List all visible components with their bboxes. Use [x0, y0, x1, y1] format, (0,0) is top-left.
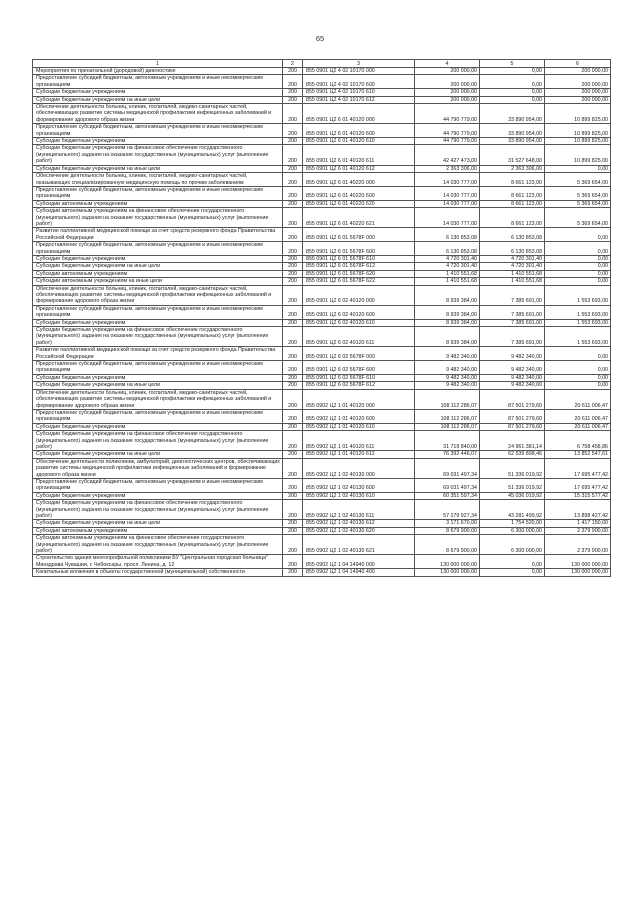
planned-amount-cell: 14 030 777,00: [415, 200, 480, 207]
remaining-amount-cell: 6 758 458,86: [545, 431, 611, 451]
executed-amount-cell: 6 130 853,08: [480, 242, 545, 256]
admin-code-cell: 200: [283, 124, 303, 138]
planned-amount-cell: 42 427 473,00: [415, 145, 480, 165]
header-col-2: 2: [283, 60, 303, 68]
executed-amount-cell: 0,00: [480, 96, 545, 103]
remaining-amount-cell: 0,00: [545, 165, 611, 172]
admin-code-cell: 200: [283, 200, 303, 207]
table-row: [33, 270, 611, 277]
budget-code-cell: 855 0902 Ц2 1 01 40120 600: [303, 409, 415, 423]
table-row: [33, 319, 611, 326]
admin-code-cell: 200: [283, 138, 303, 145]
name-cell: Обеспечение деятельности больниц, клиник, госпиталей, медико-санитарных частей, обеспечивающих развитие системы медицинской профилактики инфекционных заболеваний и формирование здорового образа жизни: [33, 285, 283, 305]
budget-code-cell: 855 0901 Ц2 6 01 40120 600: [303, 124, 415, 138]
admin-code-cell: 200: [283, 285, 303, 305]
executed-amount-cell: 31 527 648,00: [480, 145, 545, 165]
admin-code-cell: 200: [283, 104, 303, 124]
admin-code-cell: 200: [283, 255, 303, 262]
remaining-amount-cell: 0,00: [545, 382, 611, 389]
header-col-3: 3: [303, 60, 415, 68]
budget-code-cell: 855 0901 Ц2 6 01 5678F 622: [303, 278, 415, 285]
executed-amount-cell: 8 661 123,00: [480, 186, 545, 200]
table-row: [33, 305, 611, 319]
table-row: [33, 500, 611, 520]
admin-code-cell: 200: [283, 458, 303, 478]
table-body: [33, 68, 611, 577]
table-row: [33, 389, 611, 409]
table-row: [33, 347, 611, 361]
name-cell: Субсидии бюджетным учреждениям на финансовое обеспечение государственного (муниципального) задания на оказание государственных (муниципальных) услуг (выполнение работ): [33, 145, 283, 165]
table-row: [33, 89, 611, 96]
name-cell: Субсидии бюджетным учреждениям: [33, 89, 283, 96]
remaining-amount-cell: 130 000 000,00: [545, 555, 611, 569]
planned-amount-cell: 60 351 597,34: [415, 492, 480, 499]
budget-code-cell: 855 0901 Ц2 6 02 5678F 600: [303, 361, 415, 375]
remaining-amount-cell: 10 899 825,00: [545, 104, 611, 124]
table-row: [33, 138, 611, 145]
name-cell: Предоставление субсидий бюджетным, автономным учреждениям и иным некоммерческим организациям: [33, 75, 283, 89]
admin-code-cell: 200: [283, 327, 303, 347]
planned-amount-cell: 9 482 340,00: [415, 382, 480, 389]
budget-code-cell: 855 0901 Ц2 6 02 40120 600: [303, 305, 415, 319]
remaining-amount-cell: 13 852 547,61: [545, 451, 611, 458]
executed-amount-cell: 6 300 000,00: [480, 527, 545, 534]
budget-code-cell: 855 0901 Ц2 6 01 40120 000: [303, 104, 415, 124]
name-cell: Предоставление субсидий бюджетным, автономным учреждениям и иным некоммерческим организациям: [33, 361, 283, 375]
name-cell: Предоставление субсидий бюджетным, автономным учреждениям и иным некоммерческим организациям: [33, 478, 283, 492]
executed-amount-cell: 1 410 551,68: [480, 278, 545, 285]
executed-amount-cell: 0,00: [480, 569, 545, 576]
table-row: [33, 382, 611, 389]
budget-code-cell: 855 0901 Ц2 6 01 40220 620: [303, 200, 415, 207]
planned-amount-cell: 44 790 779,00: [415, 104, 480, 124]
remaining-amount-cell: 10 899 825,00: [545, 138, 611, 145]
table-row: [33, 173, 611, 187]
budget-code-cell: 855 0901 Ц2 6 01 5678F 000: [303, 228, 415, 242]
name-cell: Субсидии бюджетным учреждениям на иные цели: [33, 165, 283, 172]
table-row: [33, 200, 611, 207]
planned-amount-cell: 9 482 340,00: [415, 347, 480, 361]
table-row: [33, 124, 611, 138]
admin-code-cell: 200: [283, 409, 303, 423]
admin-code-cell: 200: [283, 492, 303, 499]
remaining-amount-cell: 0,00: [545, 374, 611, 381]
admin-code-cell: 200: [283, 173, 303, 187]
executed-amount-cell: 87 501 279,60: [480, 389, 545, 409]
planned-amount-cell: 8 679 900,00: [415, 535, 480, 555]
executed-amount-cell: 51 336 019,92: [480, 458, 545, 478]
remaining-amount-cell: 20 611 006,47: [545, 389, 611, 409]
admin-code-cell: 200: [283, 319, 303, 326]
name-cell: Субсидии бюджетным учреждениям: [33, 423, 283, 430]
admin-code-cell: 200: [283, 520, 303, 527]
remaining-amount-cell: 0,00: [545, 361, 611, 375]
admin-code-cell: 200: [283, 208, 303, 228]
executed-amount-cell: 0,00: [480, 68, 545, 75]
planned-amount-cell: 14 030 777,00: [415, 208, 480, 228]
budget-code-cell: 855 0902 Ц2 1 04 14940 000: [303, 555, 415, 569]
table-row: [33, 423, 611, 430]
budget-code-cell: 855 0901 Ц2 6 02 40120 611: [303, 327, 415, 347]
remaining-amount-cell: 17 695 477,42: [545, 478, 611, 492]
name-cell: Субсидии бюджетным учреждениям на иные цели: [33, 382, 283, 389]
name-cell: Субсидии бюджетным учреждениям на иные цели: [33, 451, 283, 458]
planned-amount-cell: 108 112 286,07: [415, 389, 480, 409]
name-cell: Строительство здания многопрофильной поликлиники БУ "Центральная городская больница" Минздрава Чувашии, г. Чебоксары, просп. Ленина, д. 12: [33, 555, 283, 569]
header-col-5: 5: [480, 60, 545, 68]
admin-code-cell: 200: [283, 305, 303, 319]
budget-code-cell: 855 0901 Ц2 6 01 5678F 620: [303, 270, 415, 277]
name-cell: Обеспечение деятельности больниц, клиник, госпиталей, медико-санитарных частей, оказывающих специализированную медицинскую помощь по прочим заболеваниям: [33, 173, 283, 187]
remaining-amount-cell: 1 417 150,00: [545, 520, 611, 527]
remaining-amount-cell: 200 000,00: [545, 68, 611, 75]
remaining-amount-cell: 0,00: [545, 242, 611, 256]
admin-code-cell: 200: [283, 431, 303, 451]
name-cell: Субсидии бюджетным учреждениям на иные цели: [33, 96, 283, 103]
remaining-amount-cell: 13 898 427,42: [545, 500, 611, 520]
remaining-amount-cell: 15 315 577,42: [545, 492, 611, 499]
executed-amount-cell: 1 754 520,00: [480, 520, 545, 527]
remaining-amount-cell: 2 379 900,00: [545, 527, 611, 534]
name-cell: Капитальные вложения в объекты государственной (муниципальной) собственности: [33, 569, 283, 576]
executed-amount-cell: 0,00: [480, 89, 545, 96]
planned-amount-cell: 4 720 301,40: [415, 255, 480, 262]
admin-code-cell: 200: [283, 96, 303, 103]
remaining-amount-cell: 0,00: [545, 255, 611, 262]
remaining-amount-cell: 5 369 654,00: [545, 173, 611, 187]
name-cell: Субсидии автономным учреждениям: [33, 527, 283, 534]
remaining-amount-cell: 130 000 000,00: [545, 569, 611, 576]
budget-code-cell: 855 0902 Ц2 1 02 40130 610: [303, 492, 415, 499]
budget-code-cell: 855 0901 Ц2 6 02 40120 610: [303, 319, 415, 326]
executed-amount-cell: 33 890 954,00: [480, 138, 545, 145]
table-row: [33, 409, 611, 423]
admin-code-cell: 200: [283, 89, 303, 96]
planned-amount-cell: 69 031 497,34: [415, 458, 480, 478]
planned-amount-cell: 44 790 779,00: [415, 138, 480, 145]
executed-amount-cell: 51 336 019,92: [480, 478, 545, 492]
remaining-amount-cell: 200 000,00: [545, 96, 611, 103]
planned-amount-cell: 2 363 306,00: [415, 165, 480, 172]
executed-amount-cell: 6 130 853,08: [480, 228, 545, 242]
budget-code-cell: 855 0902 Ц2 1 02 40130 600: [303, 478, 415, 492]
admin-code-cell: 200: [283, 145, 303, 165]
executed-amount-cell: 9 482 340,00: [480, 361, 545, 375]
budget-code-cell: 855 0901 Ц2 6 01 5678F 612: [303, 263, 415, 270]
executed-amount-cell: 62 539 898,46: [480, 451, 545, 458]
table-row: [33, 263, 611, 270]
remaining-amount-cell: 10 899 825,00: [545, 124, 611, 138]
name-cell: Обеспечение деятельности поликлиник, амбулаторий, диагностических центров, обеспечивающих развитие системы медицинской профилактики инфекционных заболеваний и формирование здорового образа жизни: [33, 458, 283, 478]
remaining-amount-cell: 5 369 654,00: [545, 208, 611, 228]
budget-code-cell: 855 0902 Ц2 1 01 40120 000: [303, 389, 415, 409]
table-row: [33, 327, 611, 347]
budget-code-cell: 855 0902 Ц2 1 02 40130 000: [303, 458, 415, 478]
planned-amount-cell: 6 130 853,08: [415, 242, 480, 256]
remaining-amount-cell: 10 899 825,00: [545, 145, 611, 165]
name-cell: Обеспечение деятельности больниц, клиник, госпиталей, медико-санитарных частей, обеспечивающих развитие системы медицинской профилактики инфекционных заболеваний и формирование здорового образа жизни: [33, 104, 283, 124]
executed-amount-cell: 6 300 000,00: [480, 535, 545, 555]
name-cell: Субсидии автономным учреждениям: [33, 200, 283, 207]
executed-amount-cell: 8 661 123,00: [480, 208, 545, 228]
budget-code-cell: 855 0902 Ц2 1 02 40130 612: [303, 520, 415, 527]
remaining-amount-cell: 1 553 693,00: [545, 285, 611, 305]
planned-amount-cell: 130 000 000,00: [415, 555, 480, 569]
name-cell: Предоставление субсидий бюджетным, автономным учреждениям и иным некоммерческим организациям: [33, 242, 283, 256]
table-row: [33, 285, 611, 305]
admin-code-cell: 200: [283, 347, 303, 361]
remaining-amount-cell: 17 695 477,42: [545, 458, 611, 478]
remaining-amount-cell: 5 369 654,00: [545, 200, 611, 207]
budget-code-cell: 855 0901 Ц2 6 01 40120 612: [303, 165, 415, 172]
table-row: [33, 104, 611, 124]
executed-amount-cell: 7 385 691,00: [480, 285, 545, 305]
executed-amount-cell: 1 410 551,68: [480, 270, 545, 277]
admin-code-cell: 200: [283, 278, 303, 285]
executed-amount-cell: 4 720 301,40: [480, 263, 545, 270]
admin-code-cell: 200: [283, 242, 303, 256]
budget-code-cell: 855 0902 Ц2 1 02 40130 621: [303, 535, 415, 555]
name-cell: Субсидии автономным учреждениям на финансовое обеспечение государственного (муниципального) задания на оказание государственных (муниципальных) услуг (выполнение работ): [33, 535, 283, 555]
table-row: [33, 520, 611, 527]
executed-amount-cell: 24 961 381,14: [480, 431, 545, 451]
admin-code-cell: 200: [283, 186, 303, 200]
table-row: [33, 451, 611, 458]
budget-code-cell: 855 0902 Ц2 1 04 14940 400: [303, 569, 415, 576]
table-row: [33, 242, 611, 256]
executed-amount-cell: 9 482 340,00: [480, 347, 545, 361]
admin-code-cell: 200: [283, 382, 303, 389]
table-row: [33, 208, 611, 228]
table-row: [33, 255, 611, 262]
table-row: [33, 374, 611, 381]
executed-amount-cell: 87 501 279,60: [480, 423, 545, 430]
executed-amount-cell: 8 661 123,00: [480, 173, 545, 187]
admin-code-cell: 200: [283, 389, 303, 409]
name-cell: Субсидии бюджетным учреждениям на финансовое обеспечение государственного (муниципального) задания на оказание государственных (муниципальных) услуг (выполнение работ): [33, 500, 283, 520]
budget-code-cell: 855 0901 Ц2 4 02 10170 600: [303, 75, 415, 89]
table-row: [33, 68, 611, 75]
executed-amount-cell: 33 890 954,00: [480, 104, 545, 124]
table-row: [33, 96, 611, 103]
admin-code-cell: 200: [283, 569, 303, 576]
executed-amount-cell: 87 501 279,60: [480, 409, 545, 423]
remaining-amount-cell: 0,00: [545, 263, 611, 270]
header-col-1: 1: [33, 60, 283, 68]
budget-code-cell: 855 0901 Ц2 6 02 5678F 000: [303, 347, 415, 361]
executed-amount-cell: 7 385 691,00: [480, 305, 545, 319]
budget-code-cell: 855 0902 Ц2 1 01 40120 612: [303, 451, 415, 458]
budget-code-cell: 855 0902 Ц2 1 01 40120 610: [303, 423, 415, 430]
planned-amount-cell: 8 679 900,00: [415, 527, 480, 534]
admin-code-cell: 200: [283, 228, 303, 242]
remaining-amount-cell: 200 000,00: [545, 75, 611, 89]
remaining-amount-cell: 5 369 654,00: [545, 186, 611, 200]
table-row: [33, 492, 611, 499]
admin-code-cell: 200: [283, 374, 303, 381]
remaining-amount-cell: 200 000,00: [545, 89, 611, 96]
executed-amount-cell: 7 385 691,00: [480, 319, 545, 326]
name-cell: Предоставление субсидий бюджетным, автономным учреждениям и иным некоммерческим организациям: [33, 124, 283, 138]
name-cell: Предоставление субсидий бюджетным, автономным учреждениям и иным некоммерческим организациям: [33, 305, 283, 319]
name-cell: Субсидии бюджетным учреждениям: [33, 374, 283, 381]
planned-amount-cell: 6 130 853,08: [415, 228, 480, 242]
remaining-amount-cell: 20 611 006,47: [545, 423, 611, 430]
admin-code-cell: 200: [283, 75, 303, 89]
remaining-amount-cell: 1 553 693,00: [545, 305, 611, 319]
table-row: [33, 569, 611, 576]
table-row: [33, 165, 611, 172]
name-cell: Субсидии бюджетным учреждениям на финансовое обеспечение государственного (муниципального) задания на оказание государственных (муниципальных) услуг (выполнение работ): [33, 327, 283, 347]
planned-amount-cell: 14 030 777,00: [415, 173, 480, 187]
name-cell: Предоставление субсидий бюджетным, автономным учреждениям и иным некоммерческим организациям: [33, 186, 283, 200]
budget-code-cell: 855 0901 Ц2 6 02 40120 000: [303, 285, 415, 305]
planned-amount-cell: 1 410 551,68: [415, 270, 480, 277]
name-cell: Субсидии бюджетным учреждениям: [33, 255, 283, 262]
budget-code-cell: 855 0901 Ц2 6 01 40120 611: [303, 145, 415, 165]
remaining-amount-cell: 20 611 006,47: [545, 409, 611, 423]
budget-code-cell: 855 0901 Ц2 6 01 40120 610: [303, 138, 415, 145]
table-row: [33, 145, 611, 165]
name-cell: Развитие паллиативной медицинской помощи за счет средств резервного фонда Правительства Российской Федерации: [33, 347, 283, 361]
admin-code-cell: 200: [283, 535, 303, 555]
table-row: [33, 75, 611, 89]
planned-amount-cell: 4 720 301,40: [415, 263, 480, 270]
budget-code-cell: 855 0901 Ц2 6 01 5678F 600: [303, 242, 415, 256]
remaining-amount-cell: 0,00: [545, 347, 611, 361]
name-cell: Субсидии бюджетным учреждениям на иные цели: [33, 263, 283, 270]
table-row: [33, 228, 611, 242]
name-cell: Обеспечение деятельности больниц, клиник, госпиталей, медико-санитарных частей, обеспечивающих развитие системы медицинской профилактики инфекционных заболеваний и формирование здорового образа жизни: [33, 389, 283, 409]
table-row: [33, 478, 611, 492]
executed-amount-cell: 43 281 499,92: [480, 500, 545, 520]
name-cell: Предоставление субсидий бюджетным, автономным учреждениям и иным некоммерческим организациям: [33, 409, 283, 423]
admin-code-cell: 200: [283, 165, 303, 172]
budget-code-cell: 855 0901 Ц2 6 01 40220 000: [303, 173, 415, 187]
planned-amount-cell: 200 000,00: [415, 75, 480, 89]
planned-amount-cell: 8 939 384,00: [415, 319, 480, 326]
budget-code-cell: 855 0901 Ц2 6 01 40220 621: [303, 208, 415, 228]
executed-amount-cell: 9 482 340,00: [480, 374, 545, 381]
planned-amount-cell: 31 719 840,00: [415, 431, 480, 451]
planned-amount-cell: 9 482 340,00: [415, 374, 480, 381]
remaining-amount-cell: 1 553 693,00: [545, 319, 611, 326]
planned-amount-cell: 200 000,00: [415, 68, 480, 75]
admin-code-cell: 200: [283, 478, 303, 492]
planned-amount-cell: 8 939 384,00: [415, 285, 480, 305]
planned-amount-cell: 108 112 286,07: [415, 409, 480, 423]
planned-amount-cell: 8 939 384,00: [415, 305, 480, 319]
admin-code-cell: 200: [283, 361, 303, 375]
table-row: [33, 527, 611, 534]
executed-amount-cell: 45 036 019,92: [480, 492, 545, 499]
planned-amount-cell: 57 179 927,34: [415, 500, 480, 520]
name-cell: Развитие паллиативной медицинской помощи за счет средств резервного фонда Правительства Российской Федерации: [33, 228, 283, 242]
admin-code-cell: 200: [283, 263, 303, 270]
budget-code-cell: 855 0901 Ц2 4 02 10170 612: [303, 96, 415, 103]
budget-code-cell: 855 0902 Ц2 1 02 40130 620: [303, 527, 415, 534]
executed-amount-cell: 9 482 340,00: [480, 382, 545, 389]
budget-code-cell: 855 0901 Ц2 4 02 10170 000: [303, 68, 415, 75]
admin-code-cell: 200: [283, 500, 303, 520]
executed-amount-cell: 4 720 301,40: [480, 255, 545, 262]
page-number: 65: [315, 34, 325, 43]
planned-amount-cell: 200 000,00: [415, 89, 480, 96]
name-cell: Субсидии автономным учреждениям на финансовое обеспечение государственного (муниципального) задания на оказание государственных (муниципальных) услуг (выполнение работ): [33, 208, 283, 228]
budget-code-cell: 855 0902 Ц2 1 02 40130 611: [303, 500, 415, 520]
table-row: [33, 186, 611, 200]
budget-code-cell: 855 0902 Ц2 1 01 40120 611: [303, 431, 415, 451]
planned-amount-cell: 76 392 446,07: [415, 451, 480, 458]
executed-amount-cell: 8 661 123,00: [480, 200, 545, 207]
table-row: [33, 431, 611, 451]
admin-code-cell: 200: [283, 423, 303, 430]
planned-amount-cell: 108 112 286,07: [415, 423, 480, 430]
admin-code-cell: 200: [283, 451, 303, 458]
planned-amount-cell: 44 790 779,00: [415, 124, 480, 138]
executed-amount-cell: 7 385 691,00: [480, 327, 545, 347]
table-row: [33, 458, 611, 478]
planned-amount-cell: 14 030 777,00: [415, 186, 480, 200]
header-row: [33, 60, 611, 68]
planned-amount-cell: 130 000 000,00: [415, 569, 480, 576]
remaining-amount-cell: 0,00: [545, 228, 611, 242]
budget-table: [32, 59, 611, 577]
planned-amount-cell: 8 939 384,00: [415, 327, 480, 347]
executed-amount-cell: 33 890 954,00: [480, 124, 545, 138]
remaining-amount-cell: 2 379 900,00: [545, 535, 611, 555]
name-cell: Субсидии бюджетным учреждениям: [33, 138, 283, 145]
executed-amount-cell: 2 363 306,00: [480, 165, 545, 172]
planned-amount-cell: 3 171 670,00: [415, 520, 480, 527]
name-cell: Субсидии бюджетным учреждениям: [33, 492, 283, 499]
name-cell: Субсидии бюджетным учреждениям: [33, 319, 283, 326]
planned-amount-cell: 69 031 497,34: [415, 478, 480, 492]
name-cell: Субсидии автономным учреждениям на иные цели: [33, 278, 283, 285]
name-cell: Мероприятия по пренатальной (дородовой) диагностике: [33, 68, 283, 75]
executed-amount-cell: 0,00: [480, 75, 545, 89]
header-col-6: 6: [545, 60, 611, 68]
planned-amount-cell: 9 482 340,00: [415, 361, 480, 375]
budget-code-cell: 855 0901 Ц2 6 02 5678F 610: [303, 374, 415, 381]
table-row: [33, 555, 611, 569]
remaining-amount-cell: 1 553 693,00: [545, 327, 611, 347]
budget-code-cell: 855 0901 Ц2 6 02 5678F 612: [303, 382, 415, 389]
planned-amount-cell: 200 000,00: [415, 96, 480, 103]
admin-code-cell: 200: [283, 527, 303, 534]
admin-code-cell: 200: [283, 555, 303, 569]
budget-code-cell: 855 0901 Ц2 4 02 10170 610: [303, 89, 415, 96]
remaining-amount-cell: 0,00: [545, 278, 611, 285]
name-cell: Субсидии бюджетным учреждениям на финансовое обеспечение государственного (муниципального) задания на оказание государственных (муниципальных) услуг (выполнение работ): [33, 431, 283, 451]
table-row: [33, 535, 611, 555]
budget-code-cell: 855 0901 Ц2 6 01 40220 600: [303, 186, 415, 200]
admin-code-cell: 200: [283, 270, 303, 277]
budget-code-cell: 855 0901 Ц2 6 01 5678F 610: [303, 255, 415, 262]
executed-amount-cell: 0,00: [480, 555, 545, 569]
table-row: [33, 361, 611, 375]
remaining-amount-cell: 0,00: [545, 270, 611, 277]
header-col-4: 4: [415, 60, 480, 68]
name-cell: Субсидии автономным учреждениям: [33, 270, 283, 277]
table-row: [33, 278, 611, 285]
planned-amount-cell: 1 410 551,68: [415, 278, 480, 285]
admin-code-cell: 200: [283, 68, 303, 75]
name-cell: Субсидии бюджетным учреждениям на иные цели: [33, 520, 283, 527]
